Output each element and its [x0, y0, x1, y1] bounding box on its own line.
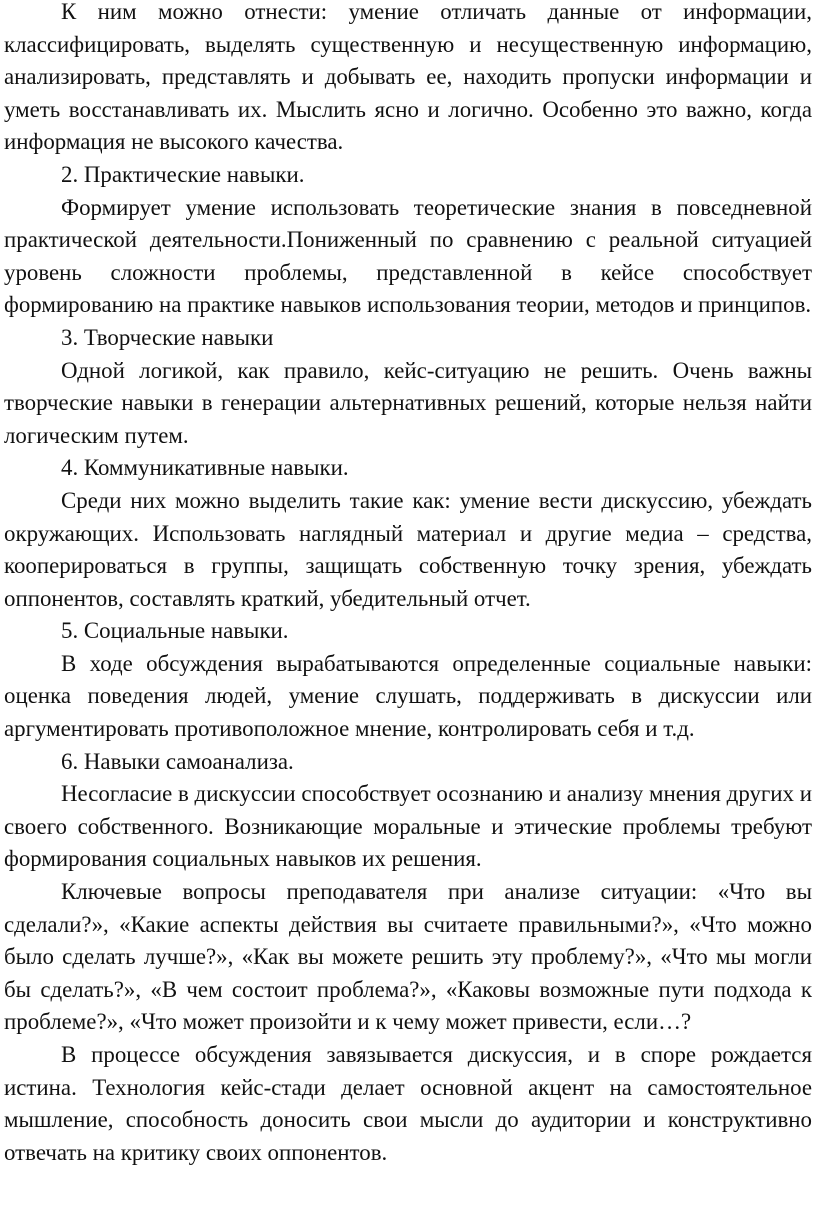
paragraph-creative-skills: Одной логикой, как правило, кейс-ситуацию не решить. Очень важны творческие навыки в генерации альтернативных решений, которые нельзя найти логическим путем.	[4, 357, 812, 448]
heading-communication-skills: 4. Коммуникативные навыки.	[61, 455, 349, 481]
heading-practical-skills: 2. Практические навыки.	[61, 161, 305, 187]
heading-social-skills: 5. Социальные навыки.	[61, 618, 289, 644]
paragraph-communication-skills: Среди них можно выделить такие как: умение вести дискуссию, убеждать окружающих. Использовать наглядный материал и другие медиа – средства, кооперироваться в группы, защищать собственную точку зрения, убеждать оппонентов, составлять краткий, убедительный отчет.	[4, 487, 812, 611]
paragraph-intro: К ним можно отнести: умение отличать данные от информации, классифицировать, выделять существенную и несущественную информацию, анализировать, представлять и добывать ее, находить пропуски информации и уметь восстанавливать их. Мыслить ясно и логично. Особенно это важно, когда информация не высокого качества.	[4, 0, 812, 155]
document-page	[4, 0, 812, 1169]
paragraph-practical-skills: Формирует умение использовать теоретические знания в повседневной практической деятельности.Пониженный по сравнению с реальной ситуацией уровень сложности проблемы, представленной в кейсе способствует формированию на практике навыков использования теории, методов и принципов.	[4, 194, 812, 318]
paragraph-social-skills: В ходе обсуждения вырабатываются определенные социальные навыки: оценка поведения людей, умение слушать, поддерживать в дискуссии или аргументировать противоположное мнение, контролировать себя и т.д.	[4, 650, 812, 742]
heading-self-analysis-skills: 6. Навыки самоанализа.	[61, 748, 294, 774]
paragraph-conclusion: В процессе обсуждения завязывается дискуссия, и в споре рождается истина. Технология кейс-стади делает основной акцент на самостоятельное мышление, способность доносить свои мысли до аудитории и конструктивно отвечать на критику своих оппонентов.	[4, 1042, 812, 1165]
paragraph-key-questions: Ключевые вопросы преподавателя при анализе ситуации: «Что вы сделали?», «Какие аспекты действия вы считаете правильными?», «Что можно было сделать лучше?», «Как вы можете решить эту проблему?», «Что мы могли бы сделать?», «В чем состоит проблема?», «Каковы возможные пути подхода к проблеме?», «Что может произойти и к чему может привести, если…?	[4, 879, 812, 1035]
paragraph-self-analysis-skills: Несогласие в дискуссии способствует осознанию и анализу мнения других и своего собственного. Возникающие моральные и этические проблемы требуют формирования социальных навыков их решения.	[4, 781, 812, 872]
heading-creative-skills: 3. Творческие навыки	[61, 324, 274, 350]
